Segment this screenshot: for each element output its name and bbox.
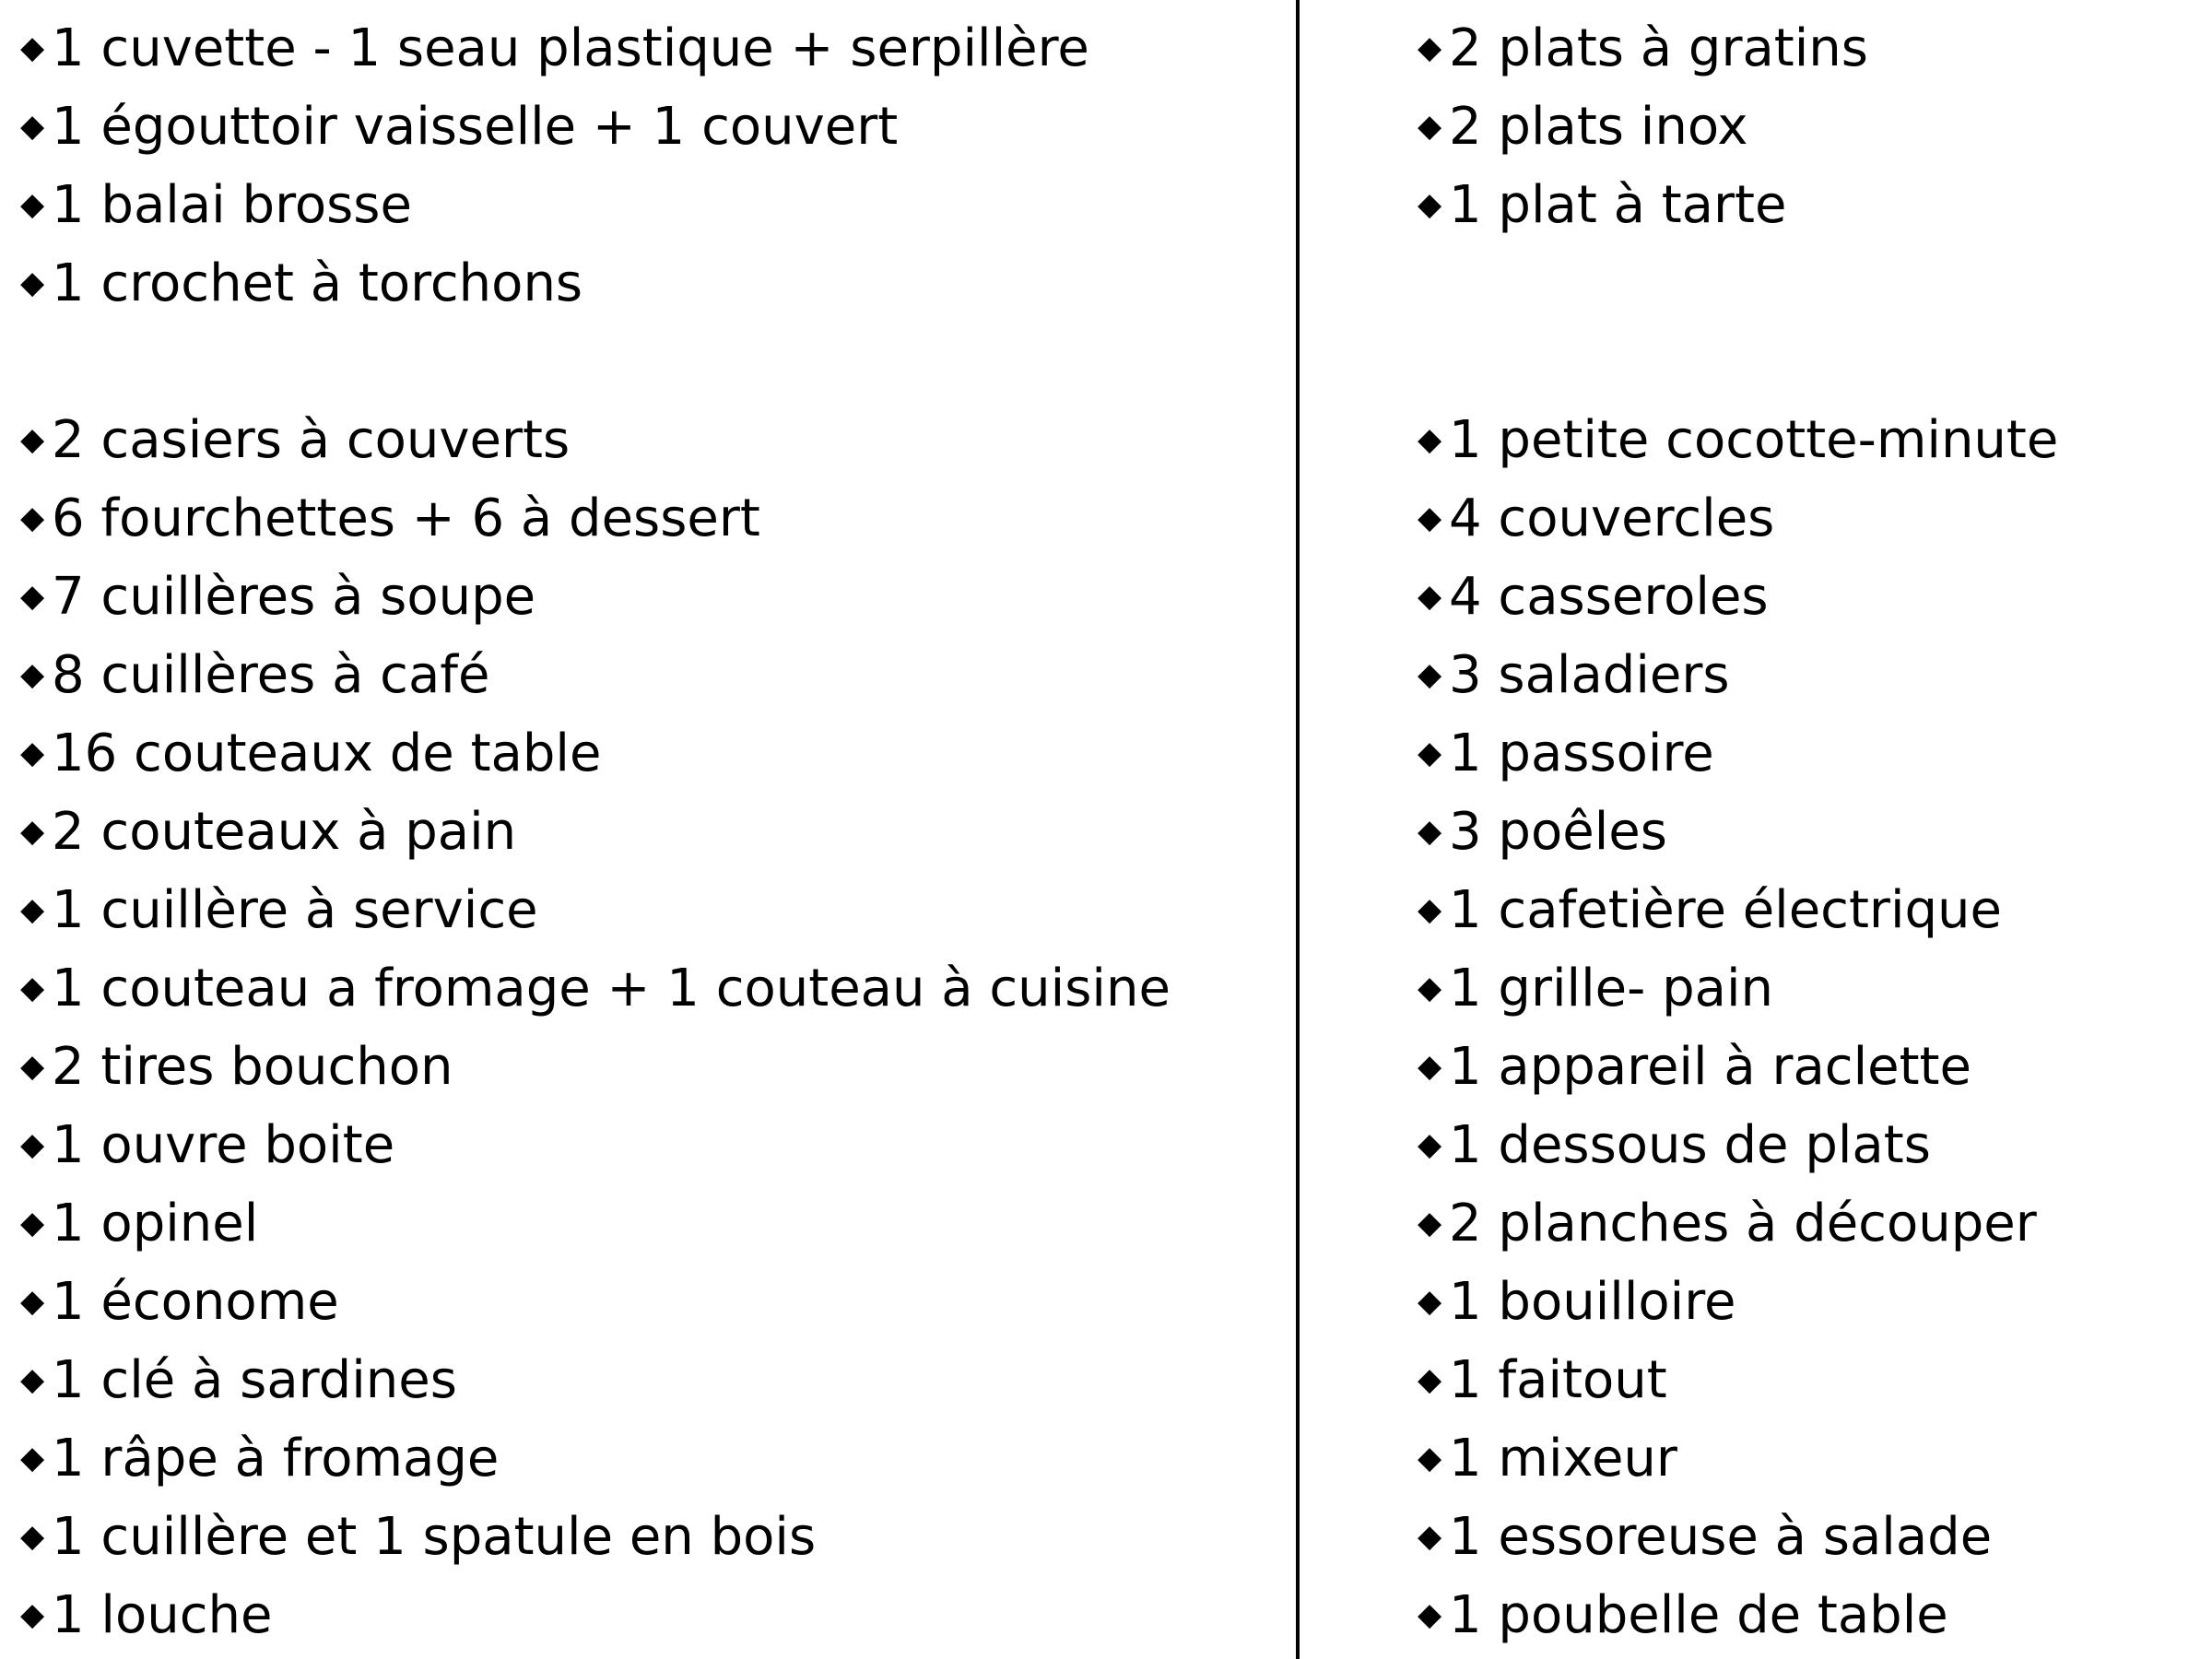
bullet-icon: ◆ bbox=[20, 656, 45, 693]
item-text: 2 plats inox bbox=[1449, 97, 1748, 157]
item-text: 6 fourchettes + 6 à dessert bbox=[52, 488, 760, 548]
item-text: 2 plats à gratins bbox=[1449, 18, 1868, 78]
list-item bbox=[20, 479, 760, 558]
list-item bbox=[1418, 636, 1730, 714]
item-text: 2 casiers à couverts bbox=[52, 410, 571, 470]
item-text: 1 dessous de plats bbox=[1449, 1115, 1931, 1175]
list-item bbox=[20, 636, 489, 714]
list-item bbox=[1418, 558, 1769, 636]
bullet-icon: ◆ bbox=[1418, 578, 1442, 615]
list-item bbox=[20, 1028, 453, 1106]
list-item bbox=[1418, 1184, 2037, 1263]
bullet-icon: ◆ bbox=[20, 578, 45, 615]
list-item bbox=[1418, 166, 1786, 244]
item-text: 1 mixeur bbox=[1449, 1429, 1677, 1488]
bullet-icon: ◆ bbox=[1418, 891, 1442, 928]
list-item bbox=[1418, 949, 1773, 1028]
list-item bbox=[1418, 9, 1868, 88]
item-text: 1 égouttoir vaisselle + 1 couvert bbox=[52, 97, 899, 157]
item-text: 1 essoreuse à salade bbox=[1449, 1507, 1993, 1567]
item-text: 1 petite cocotte-minute bbox=[1449, 410, 2059, 470]
bullet-icon: ◆ bbox=[20, 813, 45, 850]
bullet-icon: ◆ bbox=[20, 29, 45, 66]
bullet-icon: ◆ bbox=[20, 1361, 45, 1398]
list-item bbox=[1418, 1498, 1992, 1576]
list-item bbox=[20, 1498, 816, 1576]
list-item bbox=[20, 1263, 339, 1341]
item-text: 1 cuvette - 1 seau plastique + serpillère bbox=[52, 18, 1089, 78]
list-item bbox=[1418, 1106, 1931, 1184]
bullet-icon: ◆ bbox=[1418, 1518, 1442, 1555]
bullet-icon: ◆ bbox=[20, 891, 45, 928]
item-text: 4 couvercles bbox=[1449, 488, 1775, 548]
bullet-icon: ◆ bbox=[20, 108, 45, 145]
list-item bbox=[1418, 871, 2002, 949]
item-text: 1 couteau a fromage + 1 couteau à cuisine bbox=[52, 959, 1171, 1018]
list-item bbox=[1418, 1341, 1667, 1419]
list-item bbox=[20, 714, 601, 793]
list-item bbox=[20, 1184, 258, 1263]
item-text: 16 couteaux de table bbox=[52, 724, 602, 783]
bullet-icon: ◆ bbox=[1418, 108, 1442, 145]
item-text: 1 grille- pain bbox=[1449, 959, 1774, 1018]
item-text: 1 faitout bbox=[1449, 1350, 1667, 1410]
list-item bbox=[20, 871, 538, 949]
bullet-icon: ◆ bbox=[1418, 813, 1442, 850]
list-item bbox=[1418, 1263, 1735, 1341]
list-item bbox=[20, 244, 582, 323]
list-item bbox=[1418, 479, 1774, 558]
list-item bbox=[1418, 88, 1748, 166]
bullet-icon: ◆ bbox=[1418, 1596, 1442, 1633]
bullet-icon: ◆ bbox=[20, 1126, 45, 1163]
list-item bbox=[20, 1576, 272, 1654]
bullet-icon: ◆ bbox=[20, 1205, 45, 1241]
item-text: 1 clé à sardines bbox=[52, 1350, 457, 1410]
list-item bbox=[20, 9, 1089, 88]
list-item bbox=[20, 558, 535, 636]
item-text: 2 tires bouchon bbox=[52, 1037, 453, 1097]
bullet-icon: ◆ bbox=[20, 1283, 45, 1320]
bullet-icon: ◆ bbox=[1418, 1205, 1442, 1241]
item-text: 1 cuillère à service bbox=[52, 880, 538, 940]
item-text: 8 cuillères à café bbox=[52, 645, 490, 705]
bullet-icon: ◆ bbox=[20, 1440, 45, 1477]
list-item bbox=[1418, 1419, 1677, 1498]
list-item bbox=[20, 88, 898, 166]
left-column bbox=[20, 0, 1292, 1659]
bullet-icon: ◆ bbox=[20, 1048, 45, 1085]
bullet-icon: ◆ bbox=[20, 265, 45, 301]
item-text: 2 couteaux à pain bbox=[52, 802, 517, 862]
item-text: 1 râpe à fromage bbox=[52, 1429, 500, 1488]
bullet-icon: ◆ bbox=[1418, 500, 1442, 536]
item-text: 1 bouilloire bbox=[1449, 1272, 1736, 1332]
item-text: 1 poubelle de table bbox=[1449, 1585, 1948, 1645]
list-item bbox=[20, 949, 1171, 1028]
bullet-icon: ◆ bbox=[1418, 421, 1442, 458]
item-text: 2 planches à découper bbox=[1449, 1194, 2037, 1253]
list-item bbox=[20, 1106, 394, 1184]
bullet-icon: ◆ bbox=[1418, 735, 1442, 771]
item-text: 1 ouvre boite bbox=[52, 1115, 395, 1175]
bullet-icon: ◆ bbox=[20, 500, 45, 536]
bullet-icon: ◆ bbox=[20, 735, 45, 771]
item-text: 1 cuillère et 1 spatule en bois bbox=[52, 1507, 817, 1567]
bullet-icon: ◆ bbox=[1418, 1283, 1442, 1320]
list-item bbox=[20, 401, 570, 479]
bullet-icon: ◆ bbox=[1418, 1440, 1442, 1477]
bullet-icon: ◆ bbox=[1418, 1126, 1442, 1163]
item-text: 1 passoire bbox=[1449, 724, 1714, 783]
bullet-icon: ◆ bbox=[1418, 29, 1442, 66]
bullet-icon: ◆ bbox=[20, 186, 45, 223]
item-text: 1 crochet à torchons bbox=[52, 253, 583, 313]
bullet-icon: ◆ bbox=[1418, 656, 1442, 693]
bullet-icon: ◆ bbox=[1418, 186, 1442, 223]
list-item bbox=[20, 793, 516, 871]
item-text: 4 casseroles bbox=[1449, 567, 1769, 627]
item-text: 7 cuillères à soupe bbox=[52, 567, 536, 627]
list-item bbox=[20, 1341, 457, 1419]
column-divider bbox=[1296, 0, 1300, 1659]
item-text: 1 balai brosse bbox=[52, 175, 412, 235]
item-text: 1 opinel bbox=[52, 1194, 259, 1253]
item-text: 1 cafetière électrique bbox=[1449, 880, 2003, 940]
list-item bbox=[1418, 714, 1714, 793]
list-item bbox=[1418, 793, 1667, 871]
bullet-icon: ◆ bbox=[20, 421, 45, 458]
bullet-icon: ◆ bbox=[20, 970, 45, 1006]
list-item bbox=[1418, 401, 2058, 479]
bullet-icon: ◆ bbox=[1418, 1361, 1442, 1398]
list-item bbox=[1418, 1028, 1971, 1106]
item-text: 1 économe bbox=[52, 1272, 339, 1332]
bullet-icon: ◆ bbox=[1418, 970, 1442, 1006]
item-text: 3 poêles bbox=[1449, 802, 1667, 862]
list-item bbox=[20, 1419, 499, 1498]
right-column bbox=[1418, 0, 2192, 1659]
bullet-icon: ◆ bbox=[1418, 1048, 1442, 1085]
item-text: 3 saladiers bbox=[1449, 645, 1730, 705]
item-text: 1 appareil à raclette bbox=[1449, 1037, 1971, 1097]
bullet-icon: ◆ bbox=[20, 1518, 45, 1555]
item-text: 1 plat à tarte bbox=[1449, 175, 1787, 235]
list-item bbox=[1418, 1576, 1948, 1654]
bullet-icon: ◆ bbox=[20, 1596, 45, 1633]
list-item bbox=[20, 166, 412, 244]
item-text: 1 louche bbox=[52, 1585, 273, 1645]
